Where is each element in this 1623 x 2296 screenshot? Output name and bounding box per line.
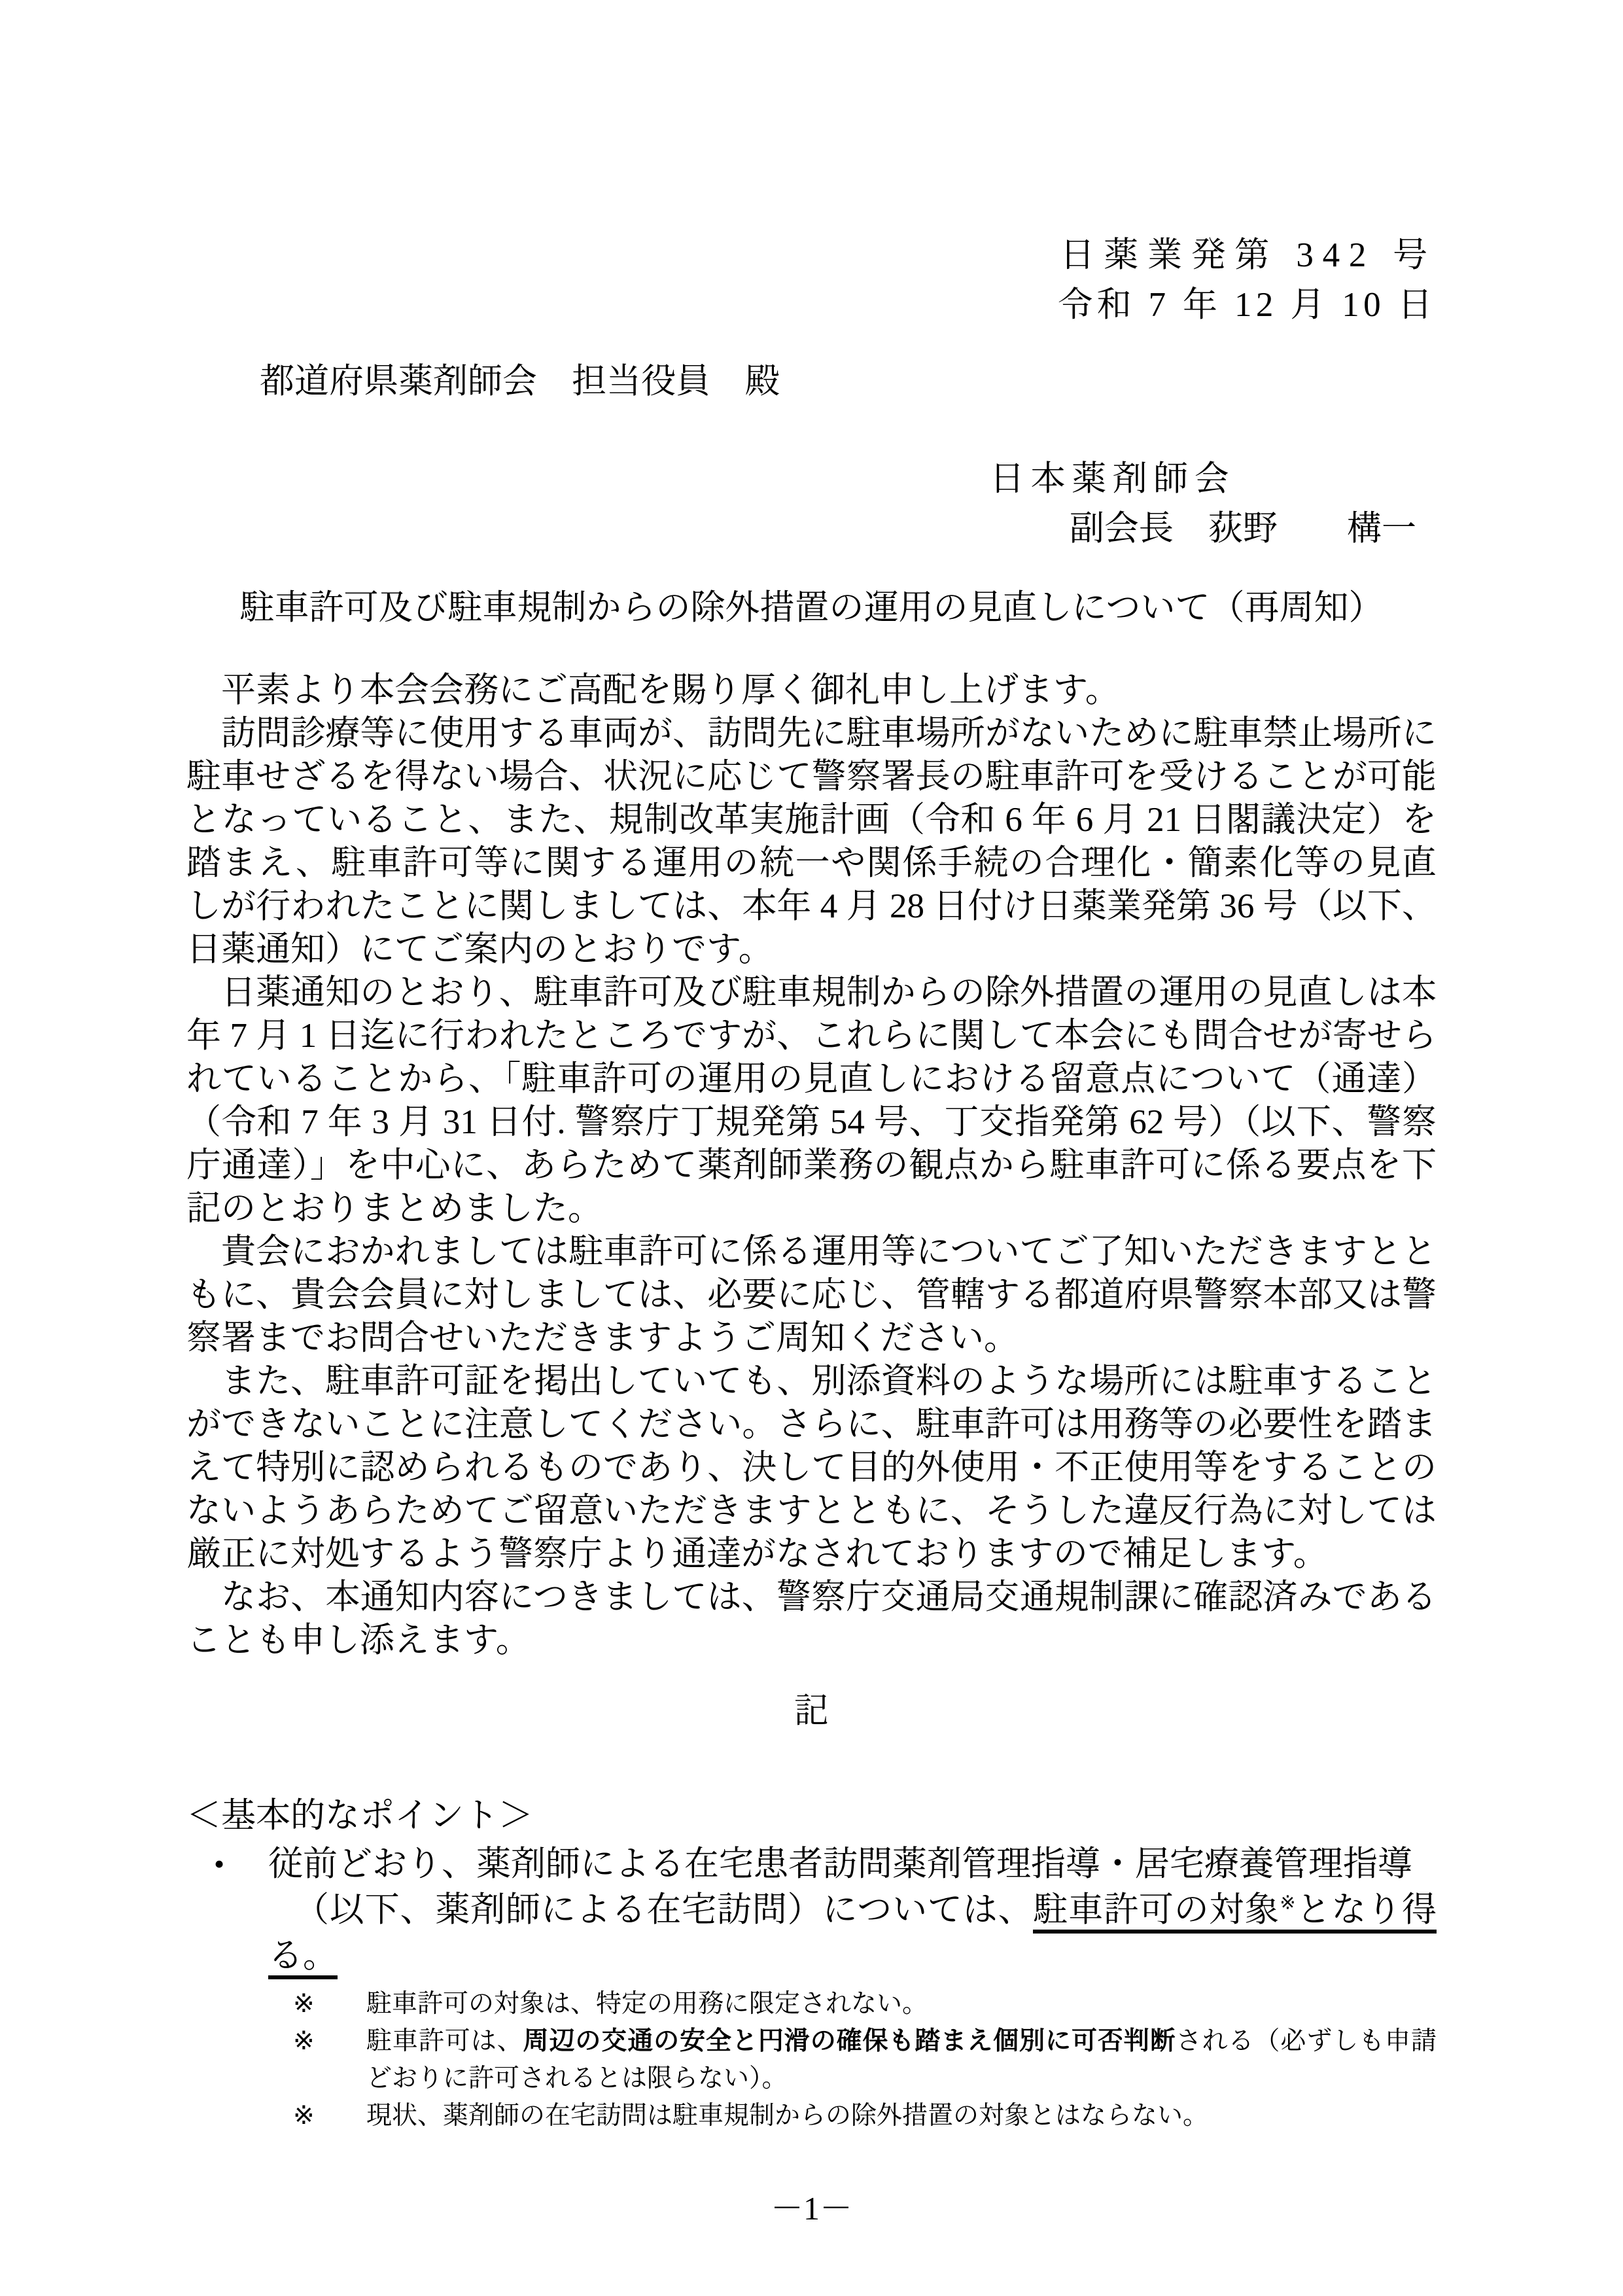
sender-person: 副会長 荻野 構一 xyxy=(1070,510,1416,548)
reference-mark-icon: ※ xyxy=(1280,1892,1297,1914)
addressee: 都道府県薬剤師会 担当役員 殿 xyxy=(260,362,780,400)
body-text xyxy=(186,669,1437,1662)
note-text: 駐車許可の対象は、特定の用務に限定されない。 xyxy=(366,1990,928,2018)
body-paragraph: また、駐車許可証を掲出していても、別添資料のような場所には駐車することができないことに注意してください。さらに、駐車許可は用務等の必要性を踏まえて特別に認められるものであり、決して目的外使用・不正使用等をすることのないようあらためてご留意いただきますとともに、そうした違反行為に対しては厳正に対処するよう警察庁より通達がなされておりますので補足します。 xyxy=(186,1362,1437,1573)
sender-organization: 日本薬剤師会 xyxy=(990,460,1236,498)
note-item xyxy=(186,2022,1437,2097)
sender-block xyxy=(186,454,1437,554)
note-item xyxy=(186,2097,1437,2134)
note-marker-icon: ※ xyxy=(293,2102,315,2130)
document-title: 駐車許可及び駐車規制からの除外措置の運用の見直しについて（再周知） xyxy=(239,589,1384,627)
note-text: される（必ずしも申請どおりに許可されるとは限らない）。 xyxy=(366,2027,1437,2093)
body-paragraph: 訪問診療等に使用する車両が、訪問先に駐車場所がないために駐車禁止場所に駐車せざるを得ない場合、状況に応じて警察署長の駐車許可を受けることが可能となっていること、また、規制改革実施計画（令和 6 年 6 月 21 日閣議決定）を踏まえ、駐車許可等に関する運用の統一や関係手続の合理化・簡素化等の見直しが行われたことに関しましては、本年 4 月 28 日付け日薬業発第 36 号（以下、日薬通知）にてご案内のとおりです。 xyxy=(186,715,1437,968)
note-marker-icon: ※ xyxy=(293,1990,315,2018)
document-number: 日薬業発第 342 号 xyxy=(1060,236,1437,274)
underlined-phrase: 駐車許可の対象※となり得る。 xyxy=(268,1891,1437,1979)
document-date: 令和 7 年 12 月 10 日 xyxy=(1058,286,1437,324)
body-paragraph: 平素より本会会務にご高配を賜り厚く御礼申し上げます。 xyxy=(221,671,1120,709)
body-paragraph: 貴会におかれましては駐車許可に係る運用等についてご了知いただきますとともに、貴会会員に対しましては、必要に応じ、管轄する都道府県警察本部又は警察署までお問合せいただきますようご周知ください。 xyxy=(186,1233,1437,1357)
notes-block xyxy=(186,1985,1437,2134)
note-text: 現状、薬剤師の在宅訪問は駐車規制からの除外措置の対象とはならない。 xyxy=(366,2102,1209,2130)
page-number: －1－ xyxy=(771,2190,852,2227)
note-item xyxy=(186,1985,1437,2022)
body-paragraph: 日薬通知のとおり、駐車許可及び駐車規制からの除外措置の運用の見直しは本年 7 月 1 日迄に行われたところですが、これらに関して本会にも問合せが寄せられていることから、「駐車許可の運用の見直しにおける留意点について（通達）（令和 7 年 3 月 31 日付. 警察庁丁規発第 54 号、丁交指発第 62 号）（以下、警察庁通達）」を中心に、あらためて薬剤師業務の観点から駐車許可に係る要点を下記のとおりまとめました。 xyxy=(186,974,1437,1227)
document-content xyxy=(186,230,1437,2134)
bullet-text-line2: （以下、薬剤師による在宅訪問）については、駐車許可の対象※となり得る。 xyxy=(268,1891,1437,1975)
note-marker-icon: ※ xyxy=(293,2027,315,2055)
bullet-text-line1: 従前どおり、薬剤師による在宅患者訪問薬剤管理指導・居宅療養管理指導 xyxy=(268,1845,1412,1883)
body-paragraph: なお、本通知内容につきましては、警察庁交通局交通規制課に確認済みであることも申し添えます。 xyxy=(186,1578,1437,1659)
note-text-bold: 周辺の交通の安全と円滑の確保も踏まえ個別に可否判断 xyxy=(523,2027,1176,2055)
bullet-item xyxy=(186,1841,1437,1979)
bullet-icon: • xyxy=(214,1847,225,1881)
note-text: 駐車許可は、 xyxy=(366,2027,523,2055)
record-marker: 記 xyxy=(794,1692,829,1730)
section-heading: ＜基本的なポイント＞ xyxy=(186,1797,533,1835)
